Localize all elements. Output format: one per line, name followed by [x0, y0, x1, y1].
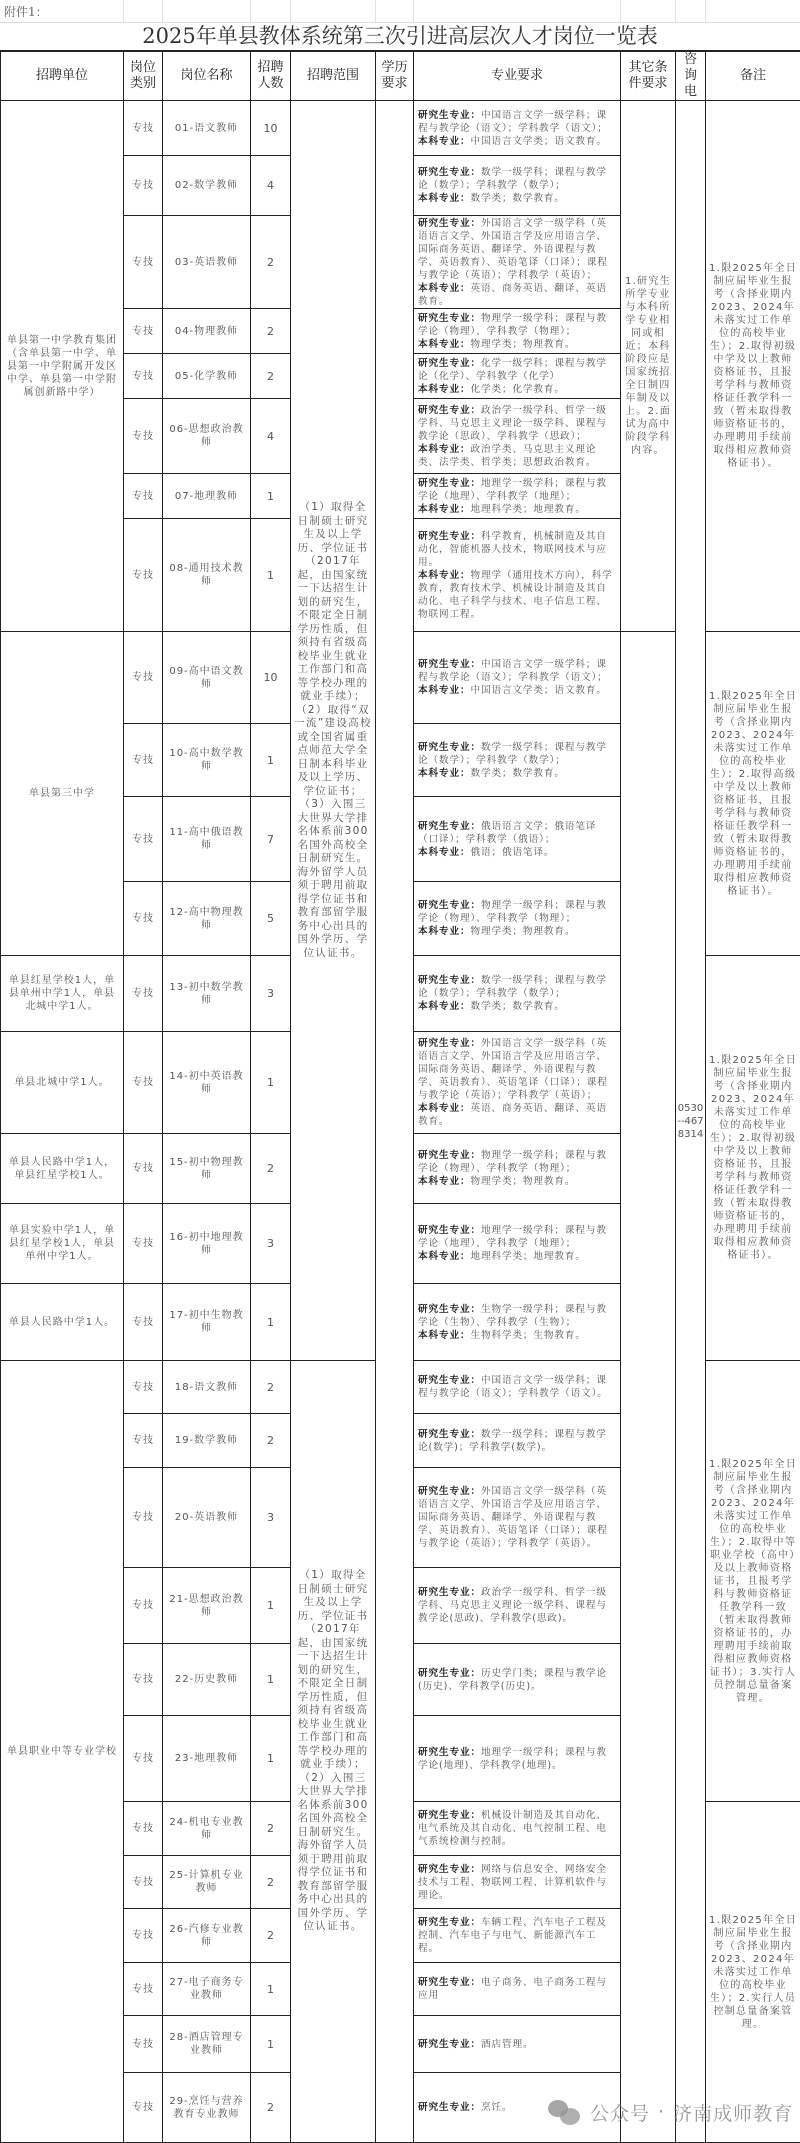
position-name: 07-地理教师: [163, 474, 251, 519]
position-name: 29-烹饪与营养教育专业教师: [163, 2073, 251, 2143]
specialty-cell: [414, 1414, 621, 1468]
undergrad-label: 本科专业：: [418, 847, 470, 858]
position-type: 专技: [124, 1644, 163, 1716]
grad-label: 研究生专业：: [418, 1486, 481, 1497]
undergrad-majors: 俄语；俄语笔译。: [470, 847, 554, 858]
header-other: 其它条件要求: [621, 51, 676, 101]
phone-cell: 0530--4678314: [676, 101, 706, 2143]
position-name: 16-初中地理教师: [163, 1204, 251, 1284]
table-header-row: [1, 51, 800, 101]
specialty-cell: [414, 632, 621, 724]
grad-majors: 烹饪。: [481, 2102, 512, 2113]
grad-label: 研究生专业：: [418, 478, 481, 489]
remarks-cell: 1.限2025年全日制应届毕业生报考（含择业期内2023、2024年未落实过工作单位的高校毕业生）；2.取得初级中学及以上教师资格证书，且报考学科与教师资格证任教学科一致（暂未取得教师资格证书的，办理聘用手续前取得相应教师资格证书）。: [706, 956, 800, 1361]
header-unit: 招聘单位: [1, 51, 124, 101]
position-count: 5: [251, 882, 291, 956]
unit-cell: 单县人民路中学1人。: [1, 1284, 124, 1361]
position-name: 22-历史教师: [163, 1644, 251, 1716]
grid-line: [375, 0, 376, 22]
position-count: 3: [251, 1468, 291, 1568]
undergrad-label: 本科专业：: [418, 768, 470, 779]
grid-line: [620, 0, 621, 22]
position-type: 专技: [124, 216, 163, 309]
position-type: 专技: [124, 519, 163, 632]
page-title: 2025年单县教体系统第三次引进高层次人才岗位一览表: [0, 22, 800, 51]
remarks-cell: 1.限2025年全日制应届毕业生报考（含择业期内2023、2024年未落实过工作单位的高校毕业生）；2.取得初级中学及以上教师资格证书，且报考学科与教师资格证任教学科一致（暂未取得教师资格证书的，办理聘用手续前取得相应教师资格证书）。: [706, 101, 800, 632]
position-name: 17-初中生物教师: [163, 1284, 251, 1361]
position-name: 12-高中物理教师: [163, 882, 251, 956]
grad-majors: 数学一级学科；课程与教学论（数学）；学科教学（数学）；: [418, 742, 607, 766]
table-row: [1, 101, 800, 156]
remarks-cell: 1.限2025年全日制应届毕业生报考（含择业期内2023、2024年未落实过工作单位的高校毕业生）；2.实行人员控制总量备案管理。: [706, 1802, 800, 2143]
grid-line: [705, 0, 706, 22]
grad-label: 研究生专业：: [418, 1304, 481, 1315]
unit-cell: 单县北城中学1人。: [1, 1032, 124, 1134]
position-type: 专技: [124, 1468, 163, 1568]
watermark-separator: ·: [658, 2101, 665, 2123]
position-type: 专技: [124, 101, 163, 156]
grad-label: 研究生专业：: [418, 1038, 481, 1049]
position-count: 1: [251, 1568, 291, 1644]
position-type: 专技: [124, 724, 163, 797]
specialty-cell: [414, 1644, 621, 1716]
undergrad-label: 本科专业：: [418, 444, 470, 455]
watermark-name: 济南成师教育: [673, 2099, 793, 2126]
position-name: 01-语文教师: [163, 101, 251, 156]
position-type: 专技: [124, 1856, 163, 1909]
wechat-icon: [548, 2098, 582, 2126]
position-type: 专技: [124, 1802, 163, 1856]
position-count: 3: [251, 956, 291, 1032]
specialty-cell: [414, 1716, 621, 1802]
position-count: 2: [251, 1361, 291, 1414]
position-count: 7: [251, 797, 291, 882]
position-type: 专技: [124, 797, 163, 882]
position-count: 1: [251, 1644, 291, 1716]
position-type: 专技: [124, 1361, 163, 1414]
grad-label: 研究生专业：: [418, 1747, 481, 1758]
scope-cell: （1）取得全日制硕士研究生及以上学历、学位证书（2017年起，由国家统一下达招生计划的研究生，不限定全日制学历性质，但须持有省级高校毕业生就业工作部门和高等学校办理的就业手续）；（2）取得“双一流”建设高校或全国省属重点师范大学全日制本科毕业及以上学历、学位证书；（3）入围三大世界大学排名体系前300名国外高校全日制研究生。海外留学人员须于聘用前取得学位证书和教育部留学服务中心出具的国外学历、学位认证书。: [291, 101, 376, 1361]
position-count: 3: [251, 1204, 291, 1284]
grad-label: 研究生专业：: [418, 405, 481, 416]
grad-majors: 政治学一级学科、哲学一级学科、马克思主义理论一级学科、课程与教学论（思政）、学科教学（思政）；: [418, 405, 607, 442]
position-type: 专技: [124, 156, 163, 216]
header-count: 招聘人数: [251, 51, 291, 101]
position-name: 28-酒店管理专业教师: [163, 2016, 251, 2073]
position-type: 专技: [124, 1414, 163, 1468]
header-education: 学历要求: [376, 51, 414, 101]
grad-majors: 机械设计制造及其自动化、电气系统及其自动化、电气控制工程、电气系统检测与控制。: [418, 1810, 607, 1847]
position-count: 1: [251, 1032, 291, 1134]
remarks-cell: 1.限2025年全日制应届毕业生报考（含择业期内2023、2024年未落实过工作单位的高校毕业生）；2.取得高级中学及以上教师资格证书，且报考学科与教师资格证任教学科一致（暂未取得教师资格证书的，办理聘用手续前取得相应教师资格证书）。: [706, 632, 800, 956]
undergrad-label: 本科专业：: [418, 1001, 470, 1012]
unit-cell: 单县实验中学1人，单县红星学校1人，单县单州中学1人。: [1, 1204, 124, 1284]
undergrad-majors: 地理科学类；地理教育。: [470, 1251, 585, 1262]
position-name: 24-机电专业教师: [163, 1802, 251, 1856]
position-type: 专技: [124, 632, 163, 724]
grad-label: 研究生专业：: [418, 218, 481, 229]
position-count: 2: [251, 1414, 291, 1468]
grad-majors: 地理学一级学科；课程与教学论（地理）、学科教学（地理）；: [418, 478, 607, 502]
grad-label: 研究生专业：: [418, 1225, 481, 1236]
specialty-cell: [414, 1856, 621, 1909]
position-count: 1: [251, 2016, 291, 2073]
position-type: 专技: [124, 474, 163, 519]
grad-label: 研究生专业：: [418, 313, 481, 324]
grad-majors: 外国语言文学一级学科（英语语言文学、外国语言学及应用语言学、国际商务英语、翻译学、外语课程与教学、英语教育）、英语笔译（口译）；课程与教学论（英语）；学科教学（英语）；: [418, 1038, 608, 1101]
position-count: 4: [251, 399, 291, 474]
header-type: 岗位类别: [124, 51, 163, 101]
header-phone: 咨询电: [676, 51, 706, 101]
watermark-prefix: 公众号: [590, 2099, 650, 2126]
header-specialty: 专业要求: [414, 51, 621, 101]
undergrad-majors: 政治学类、马克思主义理论类、法学类、哲学类；思想政治教育。: [418, 444, 596, 468]
annex-label: 附件1：: [4, 3, 48, 20]
position-count: 1: [251, 1716, 291, 1802]
position-name: 05-化学教师: [163, 354, 251, 399]
unit-cell: 单县红星学校1人，单县单州中学1人，单县北城中学1人。: [1, 956, 124, 1032]
position-type: 专技: [124, 1204, 163, 1284]
undergrad-label: 本科专业：: [418, 136, 470, 147]
position-name: 09-高中语文教师: [163, 632, 251, 724]
grad-majors: 外国语言文学一级学科（英语语言文学、外国语言学及应用语言学、国际商务英语、翻译学、外语课程与教学、英语教育）、英语笔译（口译）；课程与教学论（英语）；学科教学（英语）；: [418, 218, 608, 281]
undergrad-majors: 数学类；数学教育。: [470, 768, 564, 779]
undergrad-majors: 英语、商务英语、翻译、英语教育。: [418, 283, 607, 307]
position-count: 2: [251, 1802, 291, 1856]
specialty-cell: [414, 101, 621, 156]
grad-label: 研究生专业：: [418, 1150, 481, 1161]
undergrad-label: 本科专业：: [418, 926, 470, 937]
remarks-cell: 1.限2025年全日制应届毕业生报考（含择业期内2023、2024年未落实过工作单位的高校毕业生）；2.取得中等职业学校（高中）及以上教师资格证书，且报考学科与教师资格证任教学科一致（暂未取得教师资格证书的，办理聘用手续前取得相应教师资格证书）；3.实行人员控制总量备案管理。: [706, 1361, 800, 1802]
grad-majors: 历史学门类；课程与教学论(历史)、学科教学(历史)。: [418, 1668, 607, 1692]
position-count: 2: [251, 216, 291, 309]
position-count: 4: [251, 156, 291, 216]
undergrad-label: 本科专业：: [418, 570, 470, 581]
undergrad-label: 本科专业：: [418, 685, 470, 696]
grad-label: 研究生专业：: [418, 821, 481, 832]
grad-majors: 地理学一级学科；课程与教学论(地理)、学科教学(地理)。: [418, 1747, 607, 1771]
grad-label: 研究生专业：: [418, 531, 481, 542]
position-count: 2: [251, 1134, 291, 1204]
position-count: 2: [251, 1909, 291, 1963]
table-body: [1, 101, 800, 2143]
positions-table: [0, 50, 800, 2143]
grad-label: 研究生专业：: [418, 358, 481, 369]
grad-majors: 中国语言文学一级学科；课程与教学论（语文）；学科教学（语文）；: [418, 110, 608, 134]
undergrad-label: 本科专业：: [418, 339, 470, 350]
undergrad-label: 本科专业：: [418, 1176, 470, 1187]
grad-label: 研究生专业：: [418, 1668, 481, 1679]
grad-label: 研究生专业：: [418, 659, 481, 670]
scope-cell: （1）取得全日制硕士研究生及以上学历、学位证书（2017年起，由国家统一下达招生计划的研究生，不限定全日制学历性质，但须持有省级高校毕业生就业工作部门和高等学校办理的就业手续）；（2）入围三大世界大学排名体系前300名国外高校全日制研究生。海外留学人员须于聘用前取得学位证书和教育部留学服务中心出具的国外学历、学位认证书。: [291, 1361, 376, 2143]
grad-label: 研究生专业：: [418, 1587, 481, 1598]
specialty-cell: [414, 156, 621, 216]
position-type: 专技: [124, 1032, 163, 1134]
specialty-cell: [414, 1802, 621, 1856]
position-name: 20-英语教师: [163, 1468, 251, 1568]
grad-majors: 政治学一级学科、哲学一级学科、马克思主义理论一级学科、课程与教学论(思政)、学科教学(思政)。: [418, 1587, 607, 1624]
position-name: 08-通用技术教师: [163, 519, 251, 632]
grid-line: [675, 0, 676, 22]
position-name: 26-汽修专业教师: [163, 1909, 251, 1963]
specialty-cell: [414, 354, 621, 399]
grad-majors: 车辆工程、汽车电子工程及控制、汽车电子与电气、新能源汽车工程。: [418, 1917, 607, 1954]
grid-line: [250, 0, 251, 22]
position-name: 06-思想政治教师: [163, 399, 251, 474]
position-count: 1: [251, 1963, 291, 2016]
grad-label: 研究生专业：: [418, 1429, 481, 1440]
undergrad-majors: 英语、商务英语、翻译、英语教育。: [418, 1103, 607, 1127]
education-cell: [376, 101, 414, 2143]
specialty-cell: [414, 2016, 621, 2073]
undergrad-majors: 物理学（通用技术方向），科学教育，教育技术学、机械设计制造及其自动化、电子科学与技术、电子信息工程、物联网工程。: [418, 570, 613, 620]
position-name: 18-语文教师: [163, 1361, 251, 1414]
position-type: 专技: [124, 1963, 163, 2016]
position-name: 19-数学教师: [163, 1414, 251, 1468]
grid-line: [162, 0, 163, 22]
annex-row: [0, 0, 800, 23]
specialty-cell: [414, 1361, 621, 1414]
grad-majors: 电子商务、电子商务工程与应用: [418, 1977, 607, 2001]
specialty-cell: [414, 882, 621, 956]
position-type: 专技: [124, 956, 163, 1032]
grad-label: 研究生专业：: [418, 742, 481, 753]
specialty-cell: [414, 1032, 621, 1134]
specialty-cell: [414, 1468, 621, 1568]
grad-majors: 物理学一级学科；课程与教学论（物理）、学科教学（物理）；: [418, 1150, 607, 1174]
sheet-top: [0, 0, 800, 50]
specialty-cell: [414, 1909, 621, 1963]
specialty-cell: [414, 519, 621, 632]
position-name: 02-数学教师: [163, 156, 251, 216]
grad-majors: 中国语言文学一级学科；课程与教学论（语文）；学科教学（语文）；: [418, 659, 608, 683]
position-count: 2: [251, 1856, 291, 1909]
undergrad-label: 本科专业：: [418, 283, 470, 294]
grad-majors: 数学一级学科；课程与教学论(数学)；学科教学(数学)。: [418, 1429, 607, 1453]
undergrad-majors: 数学类；数学教育。: [470, 1001, 564, 1012]
unit-cell: 单县第一中学教育集团（含单县第一中学、单县第一中学附属开发区中学、单县第一中学附属创新路中学）: [1, 101, 124, 632]
grid-line: [413, 0, 414, 22]
grad-majors: 物理学一级学科；课程与教学论（物理）、学科教学（物理）；: [418, 313, 607, 337]
position-type: 专技: [124, 1568, 163, 1644]
grad-majors: 地理学一级学科；课程与教学论（地理）、学科教学（地理）；: [418, 1225, 607, 1249]
header-scope: 招聘范围: [291, 51, 376, 101]
grad-label: 研究生专业：: [418, 2102, 481, 2113]
undergrad-majors: 生物科学类；生物教育。: [470, 1330, 585, 1341]
undergrad-label: 本科专业：: [418, 504, 470, 515]
grid-line: [123, 0, 124, 22]
header-remarks: 备注: [706, 51, 800, 101]
position-type: 专技: [124, 354, 163, 399]
position-count: 1: [251, 474, 291, 519]
position-count: 2: [251, 354, 291, 399]
grid-line: [290, 0, 291, 22]
position-count: 10: [251, 632, 291, 724]
position-count: 2: [251, 2073, 291, 2143]
grad-majors: 数学一级学科；课程与教学论（数学）；学科教学（数学）；: [418, 975, 607, 999]
grad-majors: 生物学一级学科；课程与教学论（生物）、学科教学（生物）；: [418, 1304, 607, 1328]
position-count: 1: [251, 519, 291, 632]
grad-label: 研究生专业：: [418, 167, 481, 178]
other-requirements-cell: [621, 632, 676, 2143]
undergrad-label: 本科专业：: [418, 384, 470, 395]
specialty-cell: [414, 956, 621, 1032]
other-requirements-cell: 1.研究生所学专业与本科所学专业相同或相近；本科阶段应是国家统招全日制四年制及以上。2.面试为高中阶段学科内容。: [621, 101, 676, 632]
specialty-cell: [414, 1568, 621, 1644]
header-name: 岗位名称: [163, 51, 251, 101]
position-name: 11-高中俄语教师: [163, 797, 251, 882]
undergrad-majors: 物理学类；物理教育。: [470, 339, 575, 350]
position-name: 25-计算机专业教师: [163, 1856, 251, 1909]
grad-label: 研究生专业：: [418, 110, 481, 121]
position-name: 04-物理教师: [163, 309, 251, 354]
position-name: 27-电子商务专业教师: [163, 1963, 251, 2016]
undergrad-majors: 物理学类；物理教育。: [470, 926, 575, 937]
undergrad-label: 本科专业：: [418, 1251, 470, 1262]
specialty-cell: [414, 797, 621, 882]
position-type: 专技: [124, 1134, 163, 1204]
undergrad-majors: 化学类；化学教育。: [470, 384, 564, 395]
position-type: 专技: [124, 1284, 163, 1361]
position-count: 10: [251, 101, 291, 156]
undergrad-majors: 地理科学类；地理教育。: [470, 504, 585, 515]
position-name: 14-初中英语教师: [163, 1032, 251, 1134]
specialty-cell: [414, 474, 621, 519]
watermark: [548, 2094, 793, 2130]
position-type: 专技: [124, 309, 163, 354]
grad-label: 研究生专业：: [418, 1977, 481, 1988]
grad-label: 研究生专业：: [418, 1864, 481, 1875]
grad-label: 研究生专业：: [418, 1810, 481, 1821]
grad-majors: 物理学一级学科；课程与教学论（物理）、学科教学（物理）；: [418, 900, 607, 924]
undergrad-label: 本科专业：: [418, 1330, 470, 1341]
grad-label: 研究生专业：: [418, 1375, 481, 1386]
grad-majors: 外国语言文学一级学科（英语语言文学、外国语言学及应用语言学、国际商务英语、翻译学、外语课程与教学、英语教育）、英语笔译（口译）；课程与教学论（英语）；学科教学（英语）。: [418, 1486, 608, 1549]
grad-majors: 数学一级学科；课程与教学论（数学）；学科教学（数学）；: [418, 167, 607, 191]
position-name: 15-初中物理教师: [163, 1134, 251, 1204]
position-count: 2: [251, 309, 291, 354]
undergrad-label: 本科专业：: [418, 193, 470, 204]
position-type: 专技: [124, 2073, 163, 2143]
undergrad-label: 本科专业：: [418, 1103, 470, 1114]
grad-majors: 酒店管理。: [481, 2039, 533, 2050]
grad-majors: 俄语语言文学；俄语笔译（口译）；学科教学（俄语）；: [418, 821, 596, 845]
undergrad-majors: 物理学类；物理教育。: [470, 1176, 575, 1187]
unit-cell: 单县职业中等专业学校: [1, 1361, 124, 2143]
position-name: 23-地理教师: [163, 1716, 251, 1802]
position-type: 专技: [124, 1909, 163, 1963]
grad-majors: 中国语言文学一级学科；课程与教学论（语文）；学科教学（语文）。: [418, 1375, 608, 1399]
grad-label: 研究生专业：: [418, 900, 481, 911]
specialty-cell: [414, 1134, 621, 1204]
position-name: 03-英语教师: [163, 216, 251, 309]
grad-majors: 化学一级学科；课程与教学论（化学）、学科教学（化学）: [418, 358, 607, 382]
grad-label: 研究生专业：: [418, 2039, 481, 2050]
specialty-cell: [414, 216, 621, 309]
grad-label: 研究生专业：: [418, 975, 481, 986]
specialty-cell: [414, 399, 621, 474]
position-type: 专技: [124, 882, 163, 956]
specialty-cell: [414, 1963, 621, 2016]
undergrad-majors: 数学类；数学教育。: [470, 193, 564, 204]
unit-cell: 单县第三中学: [1, 632, 124, 956]
position-name: 13-初中数学教师: [163, 956, 251, 1032]
unit-cell: 单县人民路中学1人，单县红星学校1人。: [1, 1134, 124, 1204]
specialty-cell: [414, 309, 621, 354]
position-type: 专技: [124, 1716, 163, 1802]
undergrad-majors: 中国语言文学类；语文教育。: [470, 136, 606, 147]
grad-majors: 科学教育，机械制造及其自动化，智能机器人技术，物联网技术与应用。: [418, 531, 607, 568]
grad-label: 研究生专业：: [418, 1917, 481, 1928]
grad-majors: 网络与信息安全、网络安全技术与工程、物联网工程、计算机软件与理论。: [418, 1864, 607, 1901]
position-count: 1: [251, 1284, 291, 1361]
position-count: 1: [251, 724, 291, 797]
position-type: 专技: [124, 2016, 163, 2073]
position-name: 21-思想政治教师: [163, 1568, 251, 1644]
specialty-cell: [414, 724, 621, 797]
specialty-cell: [414, 1204, 621, 1284]
undergrad-majors: 中国语言文学类；语文教育。: [470, 685, 606, 696]
position-name: 10-高中数学教师: [163, 724, 251, 797]
position-type: 专技: [124, 399, 163, 474]
specialty-cell: [414, 1284, 621, 1361]
